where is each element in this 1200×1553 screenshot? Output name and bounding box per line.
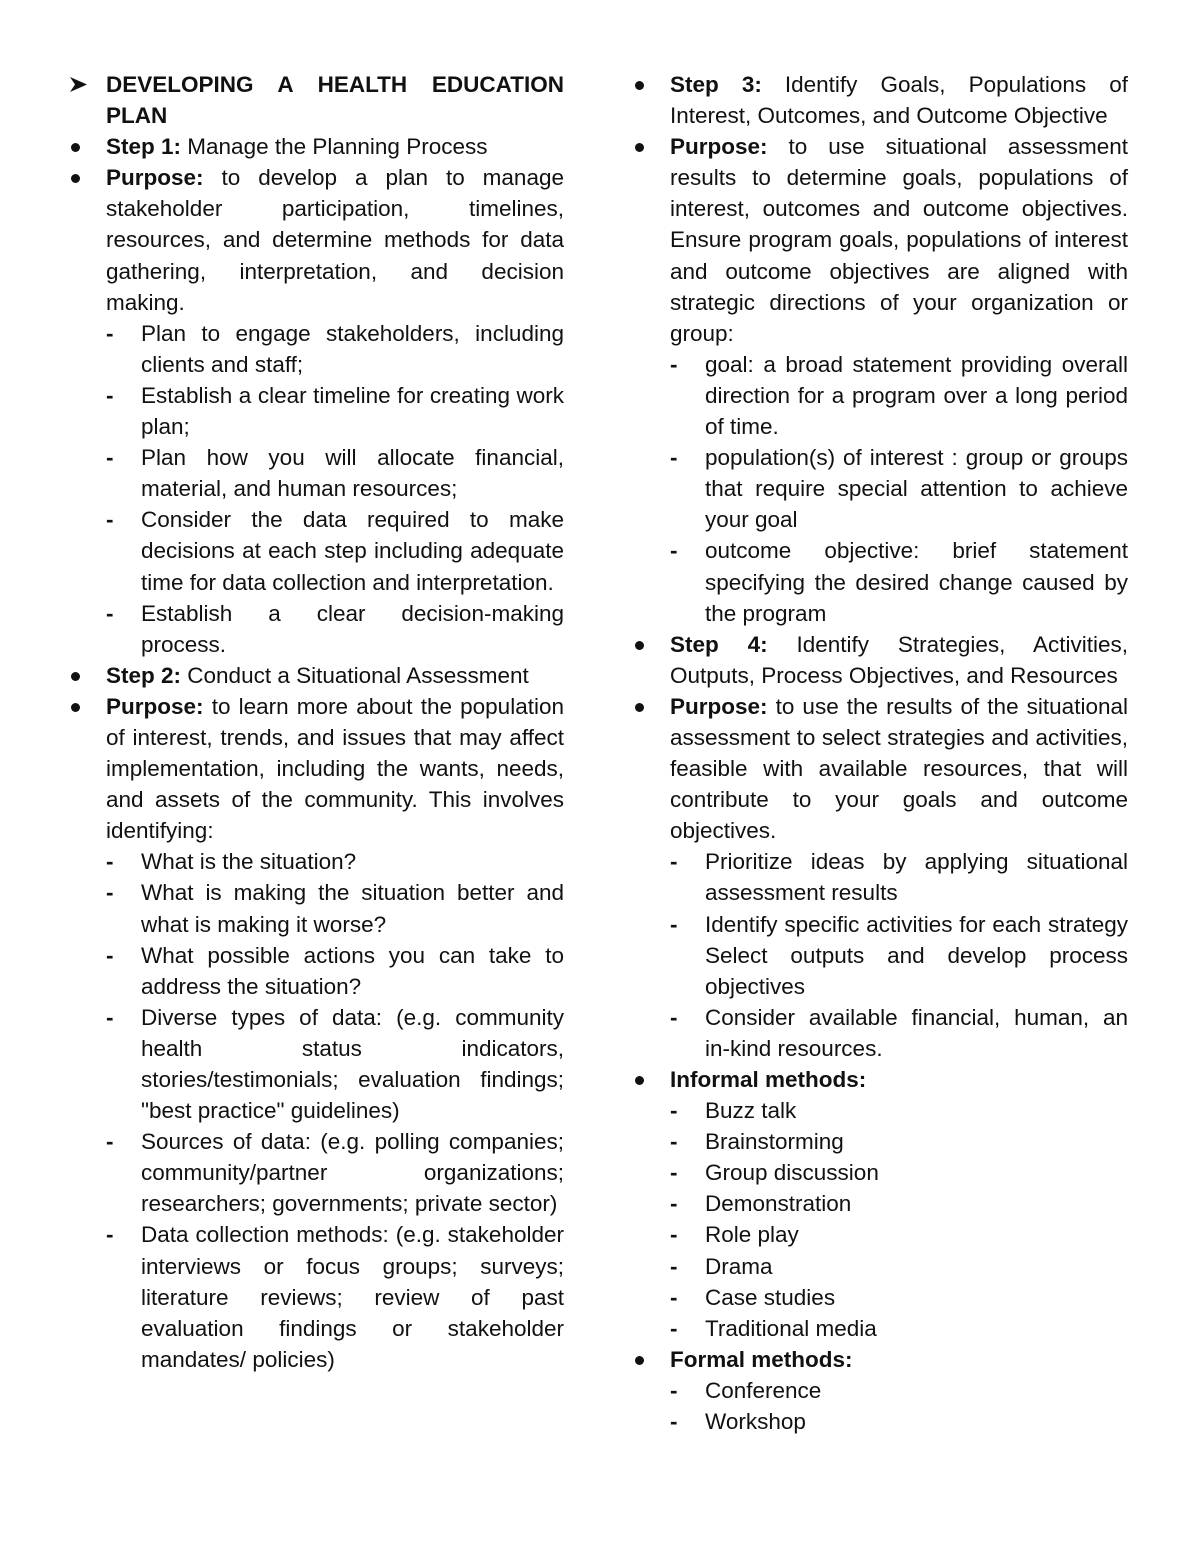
arrowhead-bullet-icon — [70, 69, 106, 92]
dash-bullet-icon: - — [670, 1222, 678, 1248]
sub-item — [70, 504, 564, 597]
method-item — [634, 1095, 1128, 1126]
sub-item — [70, 1219, 564, 1374]
sub-item-text: Consider available financial, human, an in-kind resources. — [705, 1004, 1128, 1061]
sub-item — [70, 846, 564, 877]
method-text: Buzz talk — [705, 1098, 797, 1124]
dash-bullet-icon: - — [670, 445, 678, 471]
sub-item-text: outcome objective: brief statement specifying the desired change caused by the program — [705, 538, 1128, 626]
dash-bullet-icon: - — [106, 1222, 114, 1248]
purpose-3-label: Purpose: — [670, 134, 768, 160]
sub-item-text: goal: a broad statement providing overall direction for a program over a long period of time. — [705, 351, 1128, 440]
dash-bullet-icon: - — [106, 849, 114, 875]
dash-bullet-icon: - — [106, 880, 114, 906]
sub-item-text: Identify specific activities for each strategy Select outputs and develop process objectives — [705, 911, 1128, 999]
sub-item — [634, 1002, 1128, 1064]
bullet-icon — [634, 1344, 670, 1365]
method-text: Role play — [705, 1222, 799, 1248]
step-2-item — [70, 660, 564, 691]
step-2-label: Step 2: — [106, 662, 182, 688]
bullet-icon — [634, 69, 670, 90]
formal-methods-label: Formal methods: — [670, 1346, 853, 1372]
method-text: Traditional media — [705, 1315, 877, 1341]
left-column — [70, 69, 564, 1375]
bullet-icon — [634, 629, 670, 650]
bullet-icon — [70, 660, 106, 681]
dash-bullet-icon: - — [106, 382, 114, 408]
sub-item — [70, 318, 564, 380]
step-4-item — [634, 629, 1128, 691]
formal-methods-item — [634, 1344, 1128, 1375]
step-1-label: Step 1: — [106, 134, 182, 160]
method-item — [634, 1375, 1128, 1406]
step-1-item — [70, 131, 564, 162]
dash-bullet-icon: - — [106, 942, 114, 968]
bullet-icon — [634, 691, 670, 712]
step-1-text: Manage the Planning Process — [187, 134, 488, 160]
step-3-label: Step 3: — [670, 72, 762, 97]
purpose-2-label: Purpose: — [106, 693, 204, 719]
dash-bullet-icon: - — [106, 1129, 114, 1155]
dash-bullet-icon: - — [670, 1284, 678, 1310]
sub-item-text: What is making the situation better and what is making it worse? — [141, 880, 564, 937]
step-3-item — [634, 69, 1128, 131]
method-text: Group discussion — [705, 1160, 879, 1186]
dash-bullet-icon: - — [106, 445, 114, 471]
bullet-icon — [634, 131, 670, 152]
dash-bullet-icon: - — [670, 1160, 678, 1186]
dash-bullet-icon: - — [670, 849, 678, 875]
sub-item-text: Diverse types of data: (e.g. community health status indicators, stories/testimonials; evaluation findings; "best practice" guidelines) — [141, 1004, 564, 1124]
informal-methods-item — [634, 1064, 1128, 1095]
method-item — [634, 1313, 1128, 1344]
sub-item — [634, 846, 1128, 908]
purpose-2-item — [70, 691, 564, 846]
sub-item — [70, 442, 564, 504]
purpose-1-item — [70, 162, 564, 317]
purpose-4-text: to use the results of the situational assessment to select strategies and activities, feasible with available resources, that will contribute to your goals and outcome objectives. — [670, 693, 1128, 844]
method-item — [634, 1219, 1128, 1250]
bullet-icon — [70, 691, 106, 712]
dash-bullet-icon: - — [106, 1004, 114, 1030]
sub-item — [70, 940, 564, 1002]
dash-bullet-icon: - — [670, 1129, 678, 1155]
dash-bullet-icon: - — [670, 911, 678, 937]
method-item — [634, 1251, 1128, 1282]
purpose-4-item — [634, 691, 1128, 846]
sub-item-text: What possible actions you can take to address the situation? — [141, 942, 564, 999]
sub-item — [634, 909, 1128, 1002]
method-item — [634, 1406, 1128, 1437]
method-text: Demonstration — [705, 1191, 852, 1217]
purpose-2-text: to learn more about the population of interest, trends, and issues that may affect implementation, including the wants, needs, and assets of the community. This involves identifying: — [106, 693, 564, 844]
sub-item — [70, 877, 564, 939]
sub-item — [634, 535, 1128, 628]
bullet-icon — [70, 131, 106, 152]
step-4-label: Step 4: — [670, 631, 768, 657]
sub-item-text: Prioritize ideas by applying situational assessment results — [705, 849, 1128, 906]
dash-bullet-icon: - — [670, 1191, 678, 1217]
sub-item-text: Establish a clear timeline for creating work plan; — [141, 382, 564, 440]
dash-bullet-icon: - — [670, 1377, 678, 1403]
sub-item — [634, 442, 1128, 535]
dash-bullet-icon: - — [106, 507, 114, 533]
sub-item-text: Sources of data: (e.g. polling companies; community/partner organizations; researchers; governments; private sector) — [141, 1129, 564, 1217]
method-text: Case studies — [705, 1284, 836, 1310]
bullet-icon — [70, 162, 106, 183]
sub-item — [70, 1002, 564, 1126]
sub-item-text: What is the situation? — [141, 849, 357, 875]
purpose-1-label: Purpose: — [106, 165, 204, 191]
heading-text: DEVELOPING A HEALTH EDUCATION PLAN — [106, 72, 564, 129]
sub-item-text: Plan to engage stakeholders, including clients and staff; — [141, 320, 564, 377]
method-item — [634, 1157, 1128, 1188]
sub-item — [70, 380, 564, 442]
purpose-1-text: to develop a plan to manage stakeholder participation, timelines, resources, and determine methods for data gathering, interpretation, and decision making. — [106, 165, 564, 315]
dash-bullet-icon: - — [670, 1004, 678, 1030]
right-column — [634, 69, 1128, 1437]
sub-item-text: population(s) of interest : group or groups that require special attention to achieve your goal — [705, 445, 1128, 533]
dash-bullet-icon: - — [106, 600, 114, 626]
method-text: Workshop — [705, 1409, 806, 1435]
purpose-4-label: Purpose: — [670, 693, 768, 719]
method-item — [634, 1188, 1128, 1219]
dash-bullet-icon: - — [106, 320, 114, 346]
dash-bullet-icon: - — [670, 538, 678, 564]
dash-bullet-icon: - — [670, 1253, 678, 1279]
step-4-text: Identify Strategies, Activities, Outputs, Process Objectives, and Resources — [670, 631, 1128, 688]
step-3-text: Identify Goals, Populations of Interest, Outcomes, and Outcome Objective — [670, 72, 1128, 129]
sub-item-text: Data collection methods: (e.g. stakeholder interviews or focus groups; surveys; literature reviews; review of past evaluation findings or stakeholder mandates/ policies) — [141, 1222, 564, 1372]
dash-bullet-icon: - — [670, 1098, 678, 1124]
step-2-text: Conduct a Situational Assessment — [187, 662, 529, 688]
method-text: Conference — [705, 1377, 822, 1403]
sub-item-text: Consider the data required to make decisions at each step including adequate time for data collection and interpretation. — [141, 507, 564, 595]
dash-bullet-icon: - — [670, 351, 678, 377]
dash-bullet-icon: - — [670, 1409, 678, 1435]
method-item — [634, 1282, 1128, 1313]
section-heading — [70, 69, 564, 131]
method-item — [634, 1126, 1128, 1157]
method-text: Drama — [705, 1253, 773, 1279]
informal-methods-label: Informal methods: — [670, 1067, 867, 1092]
purpose-3-text: to use situational assessment results to determine goals, populations of interest, outcomes and outcome objectives. Ensure program goals, populations of interest and outcome objectives are aligned with strategic directions of your organization or group: — [670, 134, 1128, 346]
method-text: Brainstorming — [705, 1129, 844, 1155]
sub-item — [70, 598, 564, 660]
purpose-3-item — [634, 131, 1128, 349]
sub-item — [634, 349, 1128, 442]
sub-item-text: Plan how you will allocate financial, material, and human resources; — [141, 445, 564, 502]
sub-item-text: Establish a clear decision-making process. — [141, 600, 564, 657]
bullet-icon — [634, 1064, 670, 1085]
dash-bullet-icon: - — [670, 1315, 678, 1341]
sub-item — [70, 1126, 564, 1219]
